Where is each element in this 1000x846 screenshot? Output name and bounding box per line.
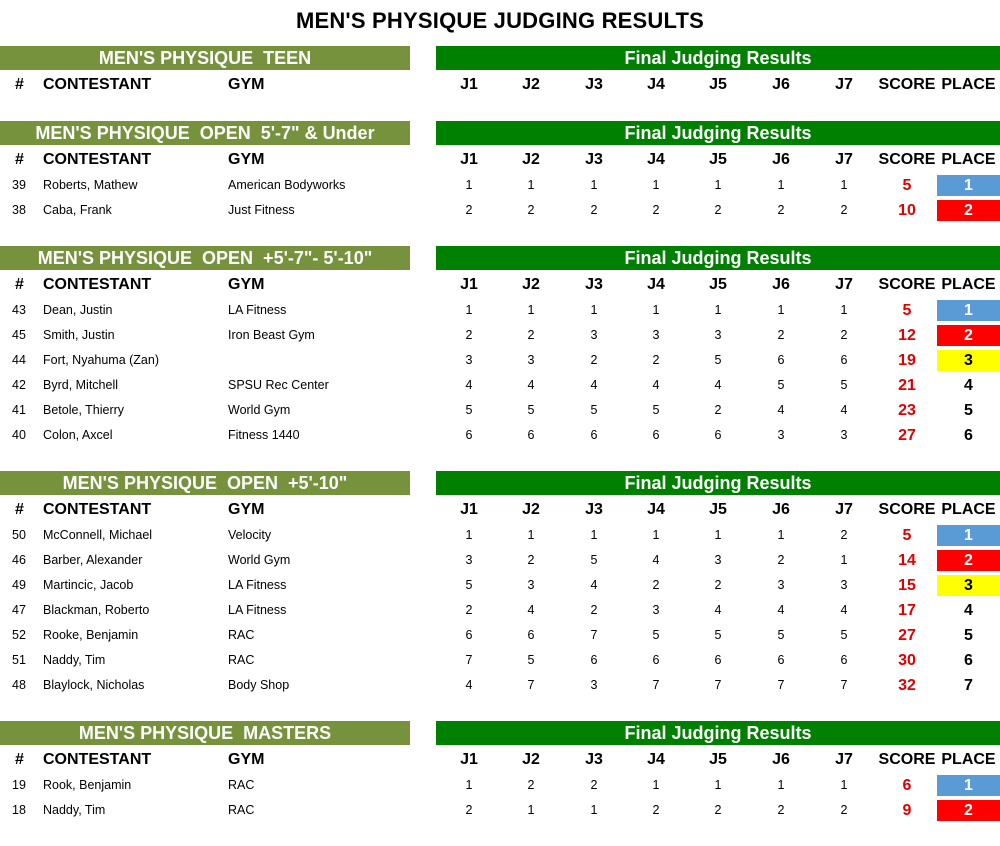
judge-5-rank: 1 [714,778,722,792]
total-score: 9 [902,802,912,819]
header-judge-7: J7 [835,76,853,93]
table-row [0,423,1000,448]
final-place: 2 [937,325,1000,346]
judge-2-rank: 4 [527,603,535,617]
judge-5-rank: 2 [714,803,722,817]
judge-7-rank: 3 [840,428,848,442]
judge-1-rank: 5 [465,403,473,417]
judge-1-rank: 2 [465,803,473,817]
header-place: PLACE [941,276,996,293]
judge-6-rank: 5 [777,378,785,392]
division-title: MEN'S PHYSIQUE TEEN [0,46,410,70]
contestant-name: Rooke, Benjamin [43,628,139,642]
division-title: MEN'S PHYSIQUE OPEN +5'-7"- 5'-10" [0,246,410,270]
header-judge-1: J1 [460,276,478,293]
contestant-number: 43 [12,303,26,317]
judge-1-rank: 1 [465,528,473,542]
judge-4-rank: 2 [652,578,660,592]
judge-5-rank: 4 [714,603,722,617]
header-num: # [15,76,24,93]
judge-4-rank: 6 [652,653,660,667]
judge-6-rank: 3 [777,578,785,592]
total-score: 10 [898,202,916,219]
judge-5-rank: 2 [714,578,722,592]
judge-1-rank: 4 [465,678,473,692]
final-place: 2 [937,800,1000,821]
contestant-gym: American Bodyworks [228,178,346,192]
column-header-row [0,147,1000,172]
contestant-gym: Velocity [228,528,272,542]
header-judge-6: J6 [772,276,790,293]
judge-7-rank: 2 [840,528,848,542]
judge-5-rank: 1 [714,528,722,542]
total-score: 15 [898,577,916,594]
judge-2-rank: 2 [527,553,535,567]
judge-4-rank: 4 [652,553,660,567]
judge-6-rank: 1 [777,303,785,317]
header-judge-5: J5 [709,751,727,768]
contestant-number: 41 [12,403,26,417]
header-judge-2: J2 [522,151,540,168]
total-score: 19 [898,352,916,369]
judge-2-rank: 1 [527,803,535,817]
judge-3-rank: 1 [590,178,598,192]
table-row [0,373,1000,398]
judge-3-rank: 1 [590,303,598,317]
contestant-number: 45 [12,328,26,342]
judge-2-rank: 2 [527,778,535,792]
judge-6-rank: 2 [777,553,785,567]
judge-6-rank: 2 [777,328,785,342]
total-score: 32 [898,677,916,694]
judge-7-rank: 6 [840,653,848,667]
contestant-number: 39 [12,178,26,192]
judge-1-rank: 1 [465,303,473,317]
contestant-name: Caba, Frank [43,203,112,217]
header-judge-6: J6 [772,501,790,518]
judge-5-rank: 3 [714,553,722,567]
contestant-number: 18 [12,803,26,817]
results-title: Final Judging Results [436,121,1000,145]
judge-7-rank: 7 [840,678,848,692]
header-judge-4: J4 [647,501,665,518]
judge-3-rank: 3 [590,678,598,692]
header-judge-3: J3 [585,751,603,768]
contestant-number: 49 [12,578,26,592]
header-contestant: CONTESTANT [43,276,152,293]
judge-1-rank: 5 [465,578,473,592]
header-judge-2: J2 [522,76,540,93]
contestant-name: Naddy, Tim [43,803,106,817]
table-row [0,298,1000,323]
judge-1-rank: 6 [465,428,473,442]
header-place: PLACE [941,501,996,518]
judge-6-rank: 1 [777,778,785,792]
total-score: 5 [902,177,912,194]
judge-2-rank: 6 [527,628,535,642]
judge-2-rank: 3 [527,578,535,592]
final-place: 4 [964,602,973,619]
table-row [0,198,1000,223]
contestant-gym [228,348,428,373]
header-judge-5: J5 [709,276,727,293]
header-score: SCORE [878,276,936,293]
judge-2-rank: 1 [527,178,535,192]
contestant-number: 19 [12,778,26,792]
judge-1-rank: 2 [465,328,473,342]
judge-5-rank: 1 [714,178,722,192]
header-judge-6: J6 [772,76,790,93]
judge-1-rank: 3 [465,553,473,567]
contestant-gym: LA Fitness [228,303,287,317]
judge-2-rank: 7 [527,678,535,692]
judge-1-rank: 7 [465,653,473,667]
table-row [0,323,1000,348]
header-judge-4: J4 [647,276,665,293]
judge-6-rank: 4 [777,403,785,417]
header-judge-3: J3 [585,501,603,518]
contestant-name: Smith, Justin [43,328,115,342]
contestant-name: Betole, Thierry [43,403,125,417]
header-judge-4: J4 [647,151,665,168]
judge-6-rank: 6 [777,653,785,667]
judge-5-rank: 6 [714,653,722,667]
final-place: 2 [937,200,1000,221]
judge-3-rank: 6 [590,653,598,667]
judge-4-rank: 2 [652,203,660,217]
final-place: 6 [964,652,973,669]
results-title: Final Judging Results [436,471,1000,495]
judge-2-rank: 4 [527,378,535,392]
judge-6-rank: 1 [777,528,785,542]
judge-3-rank: 4 [590,578,598,592]
judge-3-rank: 2 [590,603,598,617]
final-place: 1 [937,775,1000,796]
judge-6-rank: 4 [777,603,785,617]
judge-7-rank: 1 [840,178,848,192]
total-score: 5 [902,302,912,319]
total-score: 21 [898,377,916,394]
table-row [0,173,1000,198]
contestant-name: Fort, Nyahuma (Zan) [43,353,160,367]
judge-2-rank: 3 [527,353,535,367]
judge-7-rank: 2 [840,203,848,217]
contestant-number: 40 [12,428,26,442]
contestant-gym: Fitness 1440 [228,428,300,442]
table-row [0,773,1000,798]
contestant-name: Roberts, Mathew [43,178,138,192]
header-judge-1: J1 [460,76,478,93]
header-judge-5: J5 [709,76,727,93]
header-num: # [15,276,24,293]
contestant-gym: SPSU Rec Center [228,378,329,392]
judge-6-rank: 7 [777,678,785,692]
contestant-name: Rook, Benjamin [43,778,132,792]
header-judge-6: J6 [772,151,790,168]
column-header-row [0,72,1000,97]
judge-6-rank: 6 [777,353,785,367]
contestant-name: Blackman, Roberto [43,603,150,617]
judge-7-rank: 4 [840,603,848,617]
contestant-gym: RAC [228,778,255,792]
contestant-number: 38 [12,203,26,217]
judge-5-rank: 7 [714,678,722,692]
header-judge-4: J4 [647,751,665,768]
contestant-gym: Iron Beast Gym [228,328,315,342]
header-num: # [15,151,24,168]
header-judge-7: J7 [835,751,853,768]
judge-5-rank: 5 [714,628,722,642]
judge-4-rank: 1 [652,528,660,542]
contestant-number: 44 [12,353,26,367]
header-gym: GYM [228,76,265,93]
judge-5-rank: 5 [714,353,722,367]
contestant-name: Martincic, Jacob [43,578,134,592]
header-gym: GYM [228,276,265,293]
results-title: Final Judging Results [436,721,1000,745]
total-score: 6 [902,777,912,794]
judge-3-rank: 2 [590,353,598,367]
judge-2-rank: 2 [527,328,535,342]
header-judge-7: J7 [835,276,853,293]
total-score: 27 [898,427,916,444]
judge-6-rank: 3 [777,428,785,442]
contestant-name: Blaylock, Nicholas [43,678,145,692]
final-place: 2 [937,550,1000,571]
header-place: PLACE [941,151,996,168]
judge-7-rank: 2 [840,803,848,817]
table-row [0,673,1000,698]
contestant-gym: LA Fitness [228,578,287,592]
total-score: 5 [902,527,912,544]
header-place: PLACE [941,751,996,768]
table-row [0,398,1000,423]
contestant-number: 48 [12,678,26,692]
judge-2-rank: 2 [527,203,535,217]
contestant-number: 50 [12,528,26,542]
final-place: 5 [964,402,973,419]
judge-7-rank: 4 [840,403,848,417]
contestant-name: McConnell, Michael [43,528,153,542]
judge-3-rank: 5 [590,403,598,417]
contestant-gym: Just Fitness [228,203,295,217]
judge-7-rank: 2 [840,328,848,342]
judge-2-rank: 6 [527,428,535,442]
header-score: SCORE [878,151,936,168]
header-gym: GYM [228,151,265,168]
judge-4-rank: 2 [652,803,660,817]
judge-7-rank: 5 [840,378,848,392]
judge-4-rank: 3 [652,603,660,617]
judge-5-rank: 2 [714,403,722,417]
contestant-name: Naddy, Tim [43,653,106,667]
contestant-number: 46 [12,553,26,567]
contestant-gym: RAC [228,628,255,642]
judge-3-rank: 6 [590,428,598,442]
contestant-number: 47 [12,603,26,617]
judge-6-rank: 2 [777,203,785,217]
judge-4-rank: 7 [652,678,660,692]
judge-3-rank: 1 [590,803,598,817]
judge-1-rank: 1 [465,778,473,792]
results-title: Final Judging Results [436,46,1000,70]
header-contestant: CONTESTANT [43,751,152,768]
division-title: MEN'S PHYSIQUE OPEN +5'-10" [0,471,410,495]
page-title: MEN'S PHYSIQUE JUDGING RESULTS [295,8,705,33]
header-judge-3: J3 [585,76,603,93]
judge-6-rank: 1 [777,178,785,192]
header-score: SCORE [878,76,936,93]
header-contestant: CONTESTANT [43,151,152,168]
header-judge-7: J7 [835,501,853,518]
header-judge-2: J2 [522,276,540,293]
final-place: 1 [937,175,1000,196]
judge-1-rank: 3 [465,353,473,367]
judge-2-rank: 5 [527,403,535,417]
judge-4-rank: 2 [652,353,660,367]
judge-4-rank: 3 [652,328,660,342]
header-score: SCORE [878,501,936,518]
judge-4-rank: 1 [652,178,660,192]
division-title: MEN'S PHYSIQUE OPEN 5'-7" & Under [0,121,410,145]
header-num: # [15,501,24,518]
header-judge-5: J5 [709,501,727,518]
table-row [0,648,1000,673]
judge-7-rank: 1 [840,303,848,317]
contestant-gym: RAC [228,803,255,817]
header-gym: GYM [228,751,265,768]
total-score: 23 [898,402,916,419]
judge-7-rank: 6 [840,353,848,367]
contestant-name: Dean, Justin [43,303,113,317]
final-place: 4 [964,377,973,394]
contestant-number: 51 [12,653,26,667]
header-judge-3: J3 [585,151,603,168]
judge-3-rank: 1 [590,528,598,542]
contestant-gym: Body Shop [228,678,290,692]
judge-1-rank: 4 [465,378,473,392]
table-row [0,573,1000,598]
judge-6-rank: 2 [777,803,785,817]
header-judge-3: J3 [585,276,603,293]
header-judge-2: J2 [522,751,540,768]
table-row [0,523,1000,548]
final-place: 1 [937,300,1000,321]
total-score: 17 [898,602,916,619]
final-place: 3 [937,350,1000,371]
header-num: # [15,751,24,768]
table-row [0,598,1000,623]
results-title: Final Judging Results [436,246,1000,270]
header-judge-1: J1 [460,751,478,768]
header-judge-7: J7 [835,151,853,168]
column-header-row [0,272,1000,297]
judge-4-rank: 1 [652,778,660,792]
judge-4-rank: 1 [652,303,660,317]
contestant-number: 42 [12,378,26,392]
judge-5-rank: 4 [714,378,722,392]
judge-2-rank: 1 [527,528,535,542]
header-judge-1: J1 [460,151,478,168]
table-row [0,548,1000,573]
final-place: 6 [964,427,973,444]
contestant-number: 52 [12,628,26,642]
judge-7-rank: 1 [840,553,848,567]
total-score: 12 [898,327,916,344]
judge-5-rank: 2 [714,203,722,217]
judge-3-rank: 2 [590,778,598,792]
judge-5-rank: 3 [714,328,722,342]
header-judge-1: J1 [460,501,478,518]
contestant-gym: RAC [228,653,255,667]
column-header-row [0,747,1000,772]
judge-3-rank: 2 [590,203,598,217]
contestant-gym: World Gym [228,403,291,417]
judge-1-rank: 2 [465,203,473,217]
final-place: 3 [937,575,1000,596]
table-row [0,348,1000,373]
judge-3-rank: 5 [590,553,598,567]
header-place: PLACE [941,76,996,93]
contestant-name: Byrd, Mitchell [43,378,119,392]
judge-1-rank: 6 [465,628,473,642]
header-gym: GYM [228,501,265,518]
judge-4-rank: 4 [652,378,660,392]
table-row [0,623,1000,648]
judge-3-rank: 4 [590,378,598,392]
judge-7-rank: 1 [840,778,848,792]
header-judge-5: J5 [709,151,727,168]
judge-7-rank: 3 [840,578,848,592]
judge-1-rank: 2 [465,603,473,617]
judge-2-rank: 5 [527,653,535,667]
total-score: 30 [898,652,916,669]
judge-3-rank: 3 [590,328,598,342]
judge-4-rank: 6 [652,428,660,442]
total-score: 27 [898,627,916,644]
final-place: 7 [964,677,973,694]
judge-7-rank: 5 [840,628,848,642]
header-contestant: CONTESTANT [43,501,152,518]
judge-2-rank: 1 [527,303,535,317]
header-judge-4: J4 [647,76,665,93]
contestant-name: Colon, Axcel [43,428,113,442]
contestant-gym: LA Fitness [228,603,287,617]
header-score: SCORE [878,751,936,768]
judge-6-rank: 5 [777,628,785,642]
table-row [0,798,1000,823]
division-title: MEN'S PHYSIQUE MASTERS [0,721,410,745]
final-place: 1 [937,525,1000,546]
header-contestant: CONTESTANT [43,76,152,93]
judge-4-rank: 5 [652,628,660,642]
contestant-name: Barber, Alexander [43,553,143,567]
final-place: 5 [964,627,973,644]
judge-5-rank: 1 [714,303,722,317]
judge-3-rank: 7 [590,628,598,642]
judge-4-rank: 5 [652,403,660,417]
header-judge-6: J6 [772,751,790,768]
contestant-gym: World Gym [228,553,291,567]
judge-5-rank: 6 [714,428,722,442]
total-score: 14 [898,552,916,569]
column-header-row [0,497,1000,522]
header-judge-2: J2 [522,501,540,518]
judge-1-rank: 1 [465,178,473,192]
